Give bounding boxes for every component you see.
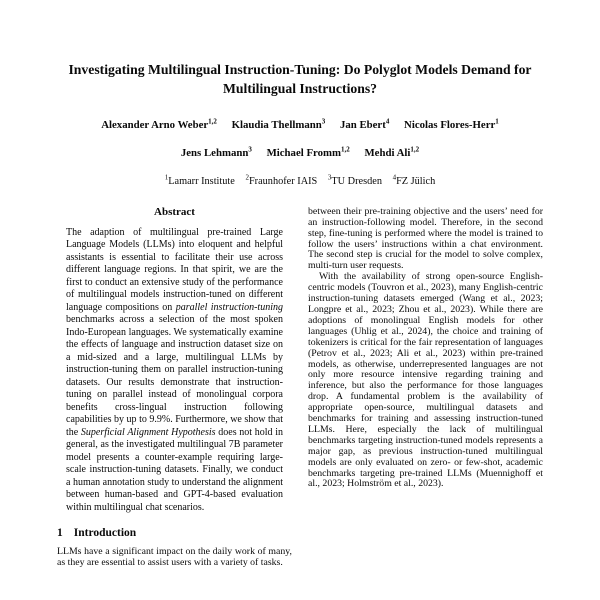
author bbox=[101, 119, 217, 131]
author-affiliation-superscript: 3 bbox=[248, 145, 252, 154]
affiliation-number: 3 bbox=[327, 173, 332, 182]
author-affiliation-superscript: 1 bbox=[495, 117, 499, 126]
author bbox=[404, 119, 499, 131]
author-affiliation-superscript: 1,2 bbox=[410, 145, 420, 154]
affiliation-name: Fraunhofer IAIS bbox=[248, 175, 318, 187]
paper-title: Investigating Multilingual Instruction-Tuning: Do Polyglot Models Demand for Multilingual Instructions? bbox=[68, 62, 532, 97]
affiliation bbox=[245, 173, 318, 187]
section-title: Introduction bbox=[73, 527, 137, 540]
abstract-text: The adaption of multilingual pre-trained Large Language Models (LLMs) into eloquent and helpful assistants is essential to facilitate their use across different language regions. In that spirit, we are the first to conduct an extensive study of the performance of multilingual models instruction-tuned on different language compositions on parallel instruction-tuning benchmarks across a selection of the most spoken Indo-European languages. We systematically examine the effects of language and instruction dataset size on a mid-sized and a large, multilingual LLMs by instruction-tuning them on parallel instruction-tuning datasets. Our results demonstrate that instruction-tuning on parallel instead of monolingual corpora benefits cross-lingual instruction following capabilities by up to 9.9%. Furthermore, we show that the Superficial Alignment Hypothesis does not hold in general, as the investigated multilingual 7B parameter model presents a counter-example requiring large-scale instruction-tuning datasets. Finally, we conduct a human annotation study to understand the alignment between human-based and GPT-4-based evaluation within multilingual chat scenarios. bbox=[66, 226, 284, 513]
author-name: Klaudia Thellmann bbox=[231, 118, 322, 131]
affiliation-name: FZ Jülich bbox=[396, 175, 436, 187]
author-name: Jan Ebert bbox=[339, 118, 386, 131]
section-heading-introduction bbox=[57, 527, 292, 539]
affiliation bbox=[164, 173, 235, 187]
two-column-body bbox=[57, 206, 543, 569]
affiliation-number: 1 bbox=[164, 173, 169, 182]
abstract-heading: Abstract bbox=[154, 205, 195, 218]
authors-line-2 bbox=[57, 147, 543, 160]
body-paragraph-1: between their pre-training objective and the users’ need for an instruction-following model. Therefore, in the second step, fine-tuning is performed where the model is trained to follow the users’ instructions within a chat environment. The second step is crucial for the model to solve complex, multi-turn user requests. bbox=[308, 205, 543, 272]
authors-line-1 bbox=[57, 119, 543, 132]
affiliation-name: Lamarr Institute bbox=[168, 175, 235, 187]
column-left bbox=[57, 206, 292, 569]
affiliations-line bbox=[57, 173, 543, 187]
author bbox=[364, 147, 419, 159]
body-paragraph-2: With the availability of strong open-source English-centric models (Touvron et al., 2023), many English-centric instruction-tuning datasets emerged (Wang et al., 2023; Longpre et al., 2023; Zhou et al., 2023). While there are adoptions of monolingual English models for other languages (Uhlig et al., 2024), the choice and training of tokenizers is critical for the fair representation of languages (Petrov et al., 2023; Ali et al., 2023) within pre-trained models, as otherwise, underrepresented languages are not only more resource intensive regarding training and inference, but also the performance for those languages drop. A fundamental problem is the availability of appropriate open-source, multilingual datasets and benchmarks for training and assessing instruction-tuned LLMs. Here, especially the lack of multilingual benchmarks targeting instruction-tuned models represents a major gap, as previous instruction-tuned multilingual models are only evaluated on zero- or few-shot, academic benchmarks targeting pre-trained LLMs (Muennighoff et al., 2023; Holmström et al., 2023). bbox=[308, 271, 543, 490]
affiliation bbox=[327, 173, 382, 187]
affiliation-name: TU Dresden bbox=[331, 175, 382, 187]
author-name: Alexander Arno Weber bbox=[101, 118, 209, 131]
author-name: Michael Fromm bbox=[266, 146, 342, 159]
section-number: 1 bbox=[57, 527, 63, 540]
author-affiliation-superscript: 3 bbox=[321, 117, 326, 126]
author-affiliation-superscript: 1,2 bbox=[208, 117, 217, 126]
affiliation-number: 2 bbox=[245, 173, 249, 182]
author-name: Jens Lehmann bbox=[180, 146, 249, 159]
author bbox=[267, 147, 350, 159]
author-name: Mehdi Ali bbox=[364, 146, 411, 159]
affiliation bbox=[392, 173, 436, 187]
affiliation-number: 4 bbox=[392, 173, 397, 182]
author-affiliation-superscript: 4 bbox=[385, 117, 390, 126]
author-affiliation-superscript: 1,2 bbox=[341, 145, 350, 154]
introduction-paragraph: LLMs have a significant impact on the daily work of many, as they are essential to assist users with a variety of tasks. bbox=[57, 546, 292, 569]
author bbox=[340, 119, 389, 131]
column-right bbox=[308, 206, 543, 569]
author bbox=[232, 119, 326, 131]
author bbox=[181, 147, 252, 159]
author-name: Nicolas Flores-Herr bbox=[404, 118, 496, 131]
